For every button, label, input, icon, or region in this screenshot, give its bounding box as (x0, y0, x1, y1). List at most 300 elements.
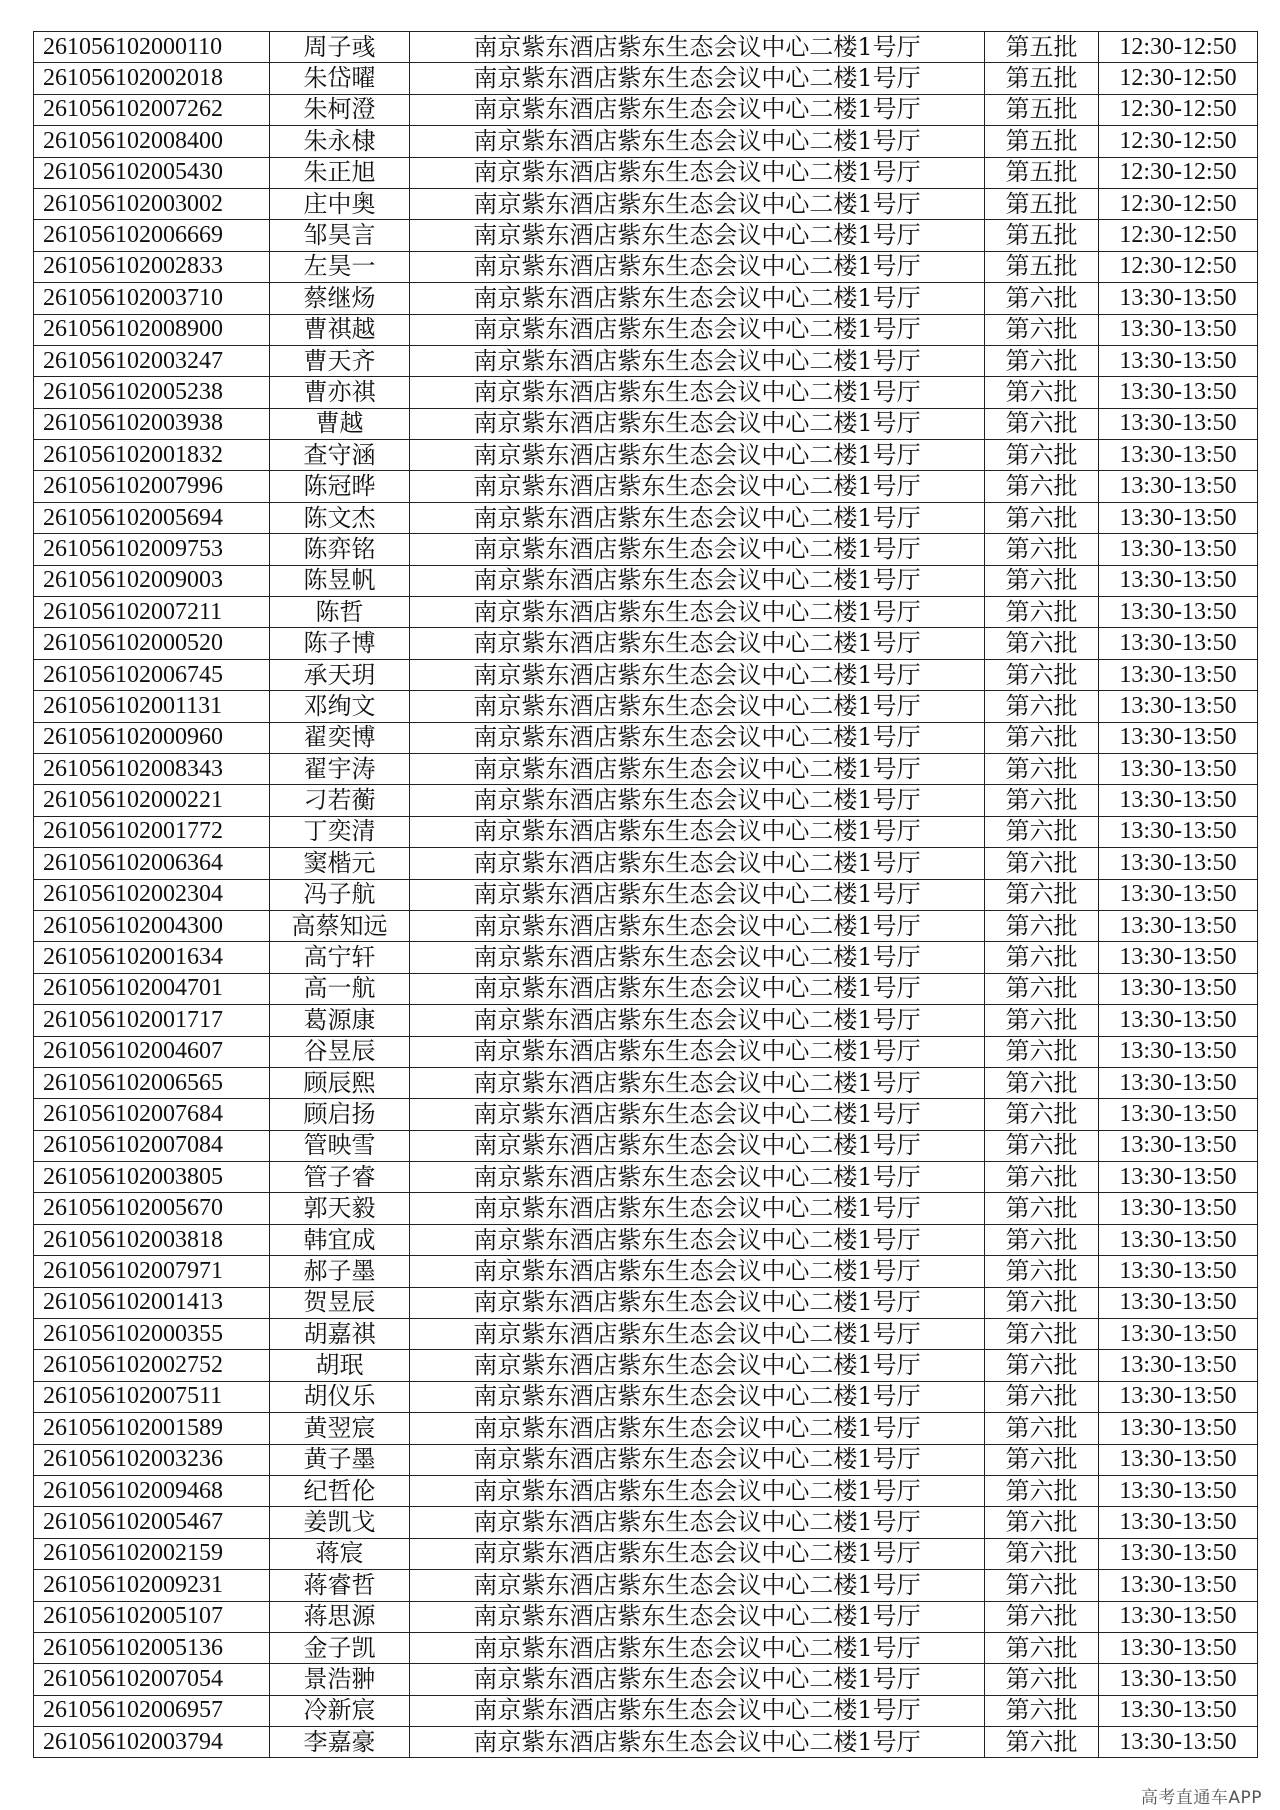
time-slot-cell: 13:30-13:50 (1099, 1601, 1258, 1632)
exam-number-cell: 261056102009003 (34, 565, 270, 596)
venue-cell: 南京紫东酒店紫东生态会议中心二楼1号厅 (410, 1601, 985, 1632)
exam-number-cell: 261056102002833 (34, 251, 270, 282)
exam-number-cell: 261056102007211 (34, 597, 270, 628)
time-slot-cell: 13:30-13:50 (1099, 753, 1258, 784)
batch-cell: 第六批 (985, 879, 1099, 910)
venue-cell: 南京紫东酒店紫东生态会议中心二楼1号厅 (410, 1444, 985, 1475)
batch-cell: 第六批 (985, 1224, 1099, 1255)
exam-number-cell: 261056102002304 (34, 879, 270, 910)
student-name-cell: 窦楷元 (270, 848, 410, 879)
batch-cell: 第五批 (985, 157, 1099, 188)
exam-number-cell: 261056102007684 (34, 1099, 270, 1130)
table-row (34, 1381, 1258, 1412)
time-slot-cell: 13:30-13:50 (1099, 1632, 1258, 1663)
time-slot-cell: 13:30-13:50 (1099, 1067, 1258, 1098)
venue-cell: 南京紫东酒店紫东生态会议中心二楼1号厅 (410, 659, 985, 690)
exam-number-cell: 261056102003818 (34, 1224, 270, 1255)
exam-number-cell: 261056102003236 (34, 1444, 270, 1475)
student-name-cell: 陈昱帆 (270, 565, 410, 596)
table-row (34, 220, 1258, 251)
table-row (34, 1695, 1258, 1726)
exam-number-cell: 261056102000960 (34, 722, 270, 753)
student-name-cell: 谷昱辰 (270, 1036, 410, 1067)
exam-number-cell: 261056102007511 (34, 1381, 270, 1412)
venue-cell: 南京紫东酒店紫东生态会议中心二楼1号厅 (410, 597, 985, 628)
student-name-cell: 承天玥 (270, 659, 410, 690)
exam-number-cell: 261056102007084 (34, 1130, 270, 1161)
exam-number-cell: 261056102003794 (34, 1727, 270, 1758)
time-slot-cell: 13:30-13:50 (1099, 942, 1258, 973)
batch-cell: 第五批 (985, 32, 1099, 63)
table-row (34, 910, 1258, 941)
time-slot-cell: 13:30-13:50 (1099, 1193, 1258, 1224)
time-slot-cell: 13:30-13:50 (1099, 1287, 1258, 1318)
table-row (34, 942, 1258, 973)
student-name-cell: 朱正旭 (270, 157, 410, 188)
venue-cell: 南京紫东酒店紫东生态会议中心二楼1号厅 (410, 848, 985, 879)
table-row (34, 1350, 1258, 1381)
time-slot-cell: 13:30-13:50 (1099, 1664, 1258, 1695)
exam-number-cell: 261056102008900 (34, 314, 270, 345)
batch-cell: 第六批 (985, 1381, 1099, 1412)
exam-number-cell: 261056102009231 (34, 1570, 270, 1601)
table-row (34, 377, 1258, 408)
venue-cell: 南京紫东酒店紫东生态会议中心二楼1号厅 (410, 1193, 985, 1224)
exam-number-cell: 261056102003938 (34, 408, 270, 439)
exam-number-cell: 261056102004701 (34, 973, 270, 1004)
venue-cell: 南京紫东酒店紫东生态会议中心二楼1号厅 (410, 408, 985, 439)
student-name-cell: 庄中奥 (270, 188, 410, 219)
venue-cell: 南京紫东酒店紫东生态会议中心二楼1号厅 (410, 1099, 985, 1130)
exam-number-cell: 261056102004607 (34, 1036, 270, 1067)
venue-cell: 南京紫东酒店紫东生态会议中心二楼1号厅 (410, 126, 985, 157)
student-name-cell: 曹天齐 (270, 345, 410, 376)
student-name-cell: 翟奕博 (270, 722, 410, 753)
time-slot-cell: 13:30-13:50 (1099, 1538, 1258, 1569)
table-row (34, 1507, 1258, 1538)
student-name-cell: 黄子墨 (270, 1444, 410, 1475)
time-slot-cell: 13:30-13:50 (1099, 1507, 1258, 1538)
batch-cell: 第六批 (985, 1005, 1099, 1036)
time-slot-cell: 13:30-13:50 (1099, 973, 1258, 1004)
exam-number-cell: 261056102006565 (34, 1067, 270, 1098)
table-row (34, 1601, 1258, 1632)
time-slot-cell: 13:30-13:50 (1099, 1444, 1258, 1475)
student-name-cell: 高宁轩 (270, 942, 410, 973)
student-name-cell: 郝子墨 (270, 1256, 410, 1287)
time-slot-cell: 13:30-13:50 (1099, 879, 1258, 910)
batch-cell: 第六批 (985, 691, 1099, 722)
venue-cell: 南京紫东酒店紫东生态会议中心二楼1号厅 (410, 534, 985, 565)
time-slot-cell: 13:30-13:50 (1099, 502, 1258, 533)
batch-cell: 第六批 (985, 1130, 1099, 1161)
table-row (34, 345, 1258, 376)
exam-number-cell: 261056102001413 (34, 1287, 270, 1318)
venue-cell: 南京紫东酒店紫东生态会议中心二楼1号厅 (410, 1287, 985, 1318)
exam-number-cell: 261056102002752 (34, 1350, 270, 1381)
table-row (34, 879, 1258, 910)
time-slot-cell: 13:30-13:50 (1099, 816, 1258, 847)
student-name-cell: 陈冠晔 (270, 471, 410, 502)
student-name-cell: 翟宇涛 (270, 753, 410, 784)
table-row (34, 1130, 1258, 1161)
time-slot-cell: 12:30-12:50 (1099, 220, 1258, 251)
student-name-cell: 郭天毅 (270, 1193, 410, 1224)
batch-cell: 第六批 (985, 816, 1099, 847)
exam-number-cell: 261056102002018 (34, 63, 270, 94)
time-slot-cell: 13:30-13:50 (1099, 1727, 1258, 1758)
exam-number-cell: 261056102005430 (34, 157, 270, 188)
student-name-cell: 金子凯 (270, 1632, 410, 1663)
exam-number-cell: 261056102009468 (34, 1475, 270, 1506)
batch-cell: 第五批 (985, 63, 1099, 94)
student-name-cell: 葛源康 (270, 1005, 410, 1036)
batch-cell: 第六批 (985, 1664, 1099, 1695)
table-row (34, 628, 1258, 659)
batch-cell: 第六批 (985, 1350, 1099, 1381)
student-name-cell: 李嘉豪 (270, 1727, 410, 1758)
exam-number-cell: 261056102000355 (34, 1319, 270, 1350)
venue-cell: 南京紫东酒店紫东生态会议中心二楼1号厅 (410, 942, 985, 973)
batch-cell: 第六批 (985, 1036, 1099, 1067)
student-name-cell: 陈哲 (270, 597, 410, 628)
time-slot-cell: 13:30-13:50 (1099, 1413, 1258, 1444)
student-name-cell: 管子睿 (270, 1162, 410, 1193)
student-name-cell: 顾启扬 (270, 1099, 410, 1130)
student-name-cell: 蔡继炀 (270, 283, 410, 314)
venue-cell: 南京紫东酒店紫东生态会议中心二楼1号厅 (410, 753, 985, 784)
venue-cell: 南京紫东酒店紫东生态会议中心二楼1号厅 (410, 1224, 985, 1255)
time-slot-cell: 13:30-13:50 (1099, 597, 1258, 628)
time-slot-cell: 12:30-12:50 (1099, 32, 1258, 63)
exam-number-cell: 261056102001634 (34, 942, 270, 973)
table-row (34, 1319, 1258, 1350)
table-row (34, 1256, 1258, 1287)
table-row (34, 126, 1258, 157)
time-slot-cell: 13:30-13:50 (1099, 785, 1258, 816)
time-slot-cell: 13:30-13:50 (1099, 1319, 1258, 1350)
time-slot-cell: 13:30-13:50 (1099, 1130, 1258, 1161)
batch-cell: 第五批 (985, 220, 1099, 251)
time-slot-cell: 13:30-13:50 (1099, 1475, 1258, 1506)
student-name-cell: 刁若蘅 (270, 785, 410, 816)
time-slot-cell: 13:30-13:50 (1099, 1695, 1258, 1726)
venue-cell: 南京紫东酒店紫东生态会议中心二楼1号厅 (410, 816, 985, 847)
venue-cell: 南京紫东酒店紫东生态会议中心二楼1号厅 (410, 785, 985, 816)
table-row (34, 1193, 1258, 1224)
batch-cell: 第五批 (985, 126, 1099, 157)
exam-number-cell: 261056102004300 (34, 910, 270, 941)
time-slot-cell: 13:30-13:50 (1099, 1256, 1258, 1287)
student-name-cell: 冷新宸 (270, 1695, 410, 1726)
exam-number-cell: 261056102001832 (34, 440, 270, 471)
venue-cell: 南京紫东酒店紫东生态会议中心二楼1号厅 (410, 1413, 985, 1444)
student-name-cell: 韩宜成 (270, 1224, 410, 1255)
time-slot-cell: 13:30-13:50 (1099, 408, 1258, 439)
batch-cell: 第六批 (985, 1570, 1099, 1601)
venue-cell: 南京紫东酒店紫东生态会议中心二楼1号厅 (410, 910, 985, 941)
time-slot-cell: 13:30-13:50 (1099, 283, 1258, 314)
table-row (34, 1664, 1258, 1695)
table-row (34, 1099, 1258, 1130)
batch-cell: 第五批 (985, 94, 1099, 125)
batch-cell: 第五批 (985, 188, 1099, 219)
venue-cell: 南京紫东酒店紫东生态会议中心二楼1号厅 (410, 1538, 985, 1569)
table-row (34, 188, 1258, 219)
student-name-cell: 陈弈铭 (270, 534, 410, 565)
exam-number-cell: 261056102003805 (34, 1162, 270, 1193)
exam-number-cell: 261056102000520 (34, 628, 270, 659)
time-slot-cell: 13:30-13:50 (1099, 659, 1258, 690)
student-name-cell: 丁奕清 (270, 816, 410, 847)
batch-cell: 第六批 (985, 1099, 1099, 1130)
batch-cell: 第六批 (985, 753, 1099, 784)
exam-number-cell: 261056102002159 (34, 1538, 270, 1569)
venue-cell: 南京紫东酒店紫东生态会议中心二楼1号厅 (410, 220, 985, 251)
student-name-cell: 邹昊言 (270, 220, 410, 251)
table-row (34, 1413, 1258, 1444)
student-name-cell: 查守涵 (270, 440, 410, 471)
exam-number-cell: 261056102003247 (34, 345, 270, 376)
table-row (34, 283, 1258, 314)
table-row (34, 408, 1258, 439)
exam-number-cell: 261056102005107 (34, 1601, 270, 1632)
time-slot-cell: 12:30-12:50 (1099, 251, 1258, 282)
time-slot-cell: 12:30-12:50 (1099, 188, 1258, 219)
venue-cell: 南京紫东酒店紫东生态会议中心二楼1号厅 (410, 1664, 985, 1695)
exam-number-cell: 261056102006669 (34, 220, 270, 251)
table-row (34, 565, 1258, 596)
batch-cell: 第六批 (985, 1538, 1099, 1569)
venue-cell: 南京紫东酒店紫东生态会议中心二楼1号厅 (410, 32, 985, 63)
exam-schedule-table (33, 31, 1258, 1758)
exam-number-cell: 261056102005694 (34, 502, 270, 533)
batch-cell: 第六批 (985, 534, 1099, 565)
table-body (34, 32, 1258, 1758)
exam-number-cell: 261056102009753 (34, 534, 270, 565)
batch-cell: 第六批 (985, 942, 1099, 973)
venue-cell: 南京紫东酒店紫东生态会议中心二楼1号厅 (410, 1507, 985, 1538)
venue-cell: 南京紫东酒店紫东生态会议中心二楼1号厅 (410, 1005, 985, 1036)
table-row (34, 816, 1258, 847)
table-row (34, 502, 1258, 533)
exam-number-cell: 261056102003710 (34, 283, 270, 314)
student-name-cell: 高一航 (270, 973, 410, 1004)
venue-cell: 南京紫东酒店紫东生态会议中心二楼1号厅 (410, 251, 985, 282)
student-name-cell: 朱柯澄 (270, 94, 410, 125)
table-row (34, 973, 1258, 1004)
table-row (34, 1287, 1258, 1318)
student-name-cell: 蒋宸 (270, 1538, 410, 1569)
student-name-cell: 朱岱曜 (270, 63, 410, 94)
table-row (34, 471, 1258, 502)
venue-cell: 南京紫东酒店紫东生态会议中心二楼1号厅 (410, 1130, 985, 1161)
batch-cell: 第六批 (985, 848, 1099, 879)
batch-cell: 第六批 (985, 565, 1099, 596)
batch-cell: 第六批 (985, 1695, 1099, 1726)
batch-cell: 第六批 (985, 1413, 1099, 1444)
exam-number-cell: 261056102000110 (34, 32, 270, 63)
venue-cell: 南京紫东酒店紫东生态会议中心二楼1号厅 (410, 1036, 985, 1067)
venue-cell: 南京紫东酒店紫东生态会议中心二楼1号厅 (410, 1162, 985, 1193)
time-slot-cell: 13:30-13:50 (1099, 345, 1258, 376)
time-slot-cell: 13:30-13:50 (1099, 848, 1258, 879)
venue-cell: 南京紫东酒店紫东生态会议中心二楼1号厅 (410, 314, 985, 345)
watermark: 高考直通车APP (1140, 1788, 1262, 1808)
student-name-cell: 蒋思源 (270, 1601, 410, 1632)
time-slot-cell: 13:30-13:50 (1099, 1381, 1258, 1412)
time-slot-cell: 13:30-13:50 (1099, 534, 1258, 565)
table-row (34, 1162, 1258, 1193)
student-name-cell: 周子彧 (270, 32, 410, 63)
student-name-cell: 胡嘉祺 (270, 1319, 410, 1350)
table-row (34, 1538, 1258, 1569)
table-row (34, 753, 1258, 784)
venue-cell: 南京紫东酒店紫东生态会议中心二楼1号厅 (410, 691, 985, 722)
venue-cell: 南京紫东酒店紫东生态会议中心二楼1号厅 (410, 283, 985, 314)
student-name-cell: 冯子航 (270, 879, 410, 910)
time-slot-cell: 13:30-13:50 (1099, 1036, 1258, 1067)
table-row (34, 848, 1258, 879)
venue-cell: 南京紫东酒店紫东生态会议中心二楼1号厅 (410, 188, 985, 219)
batch-cell: 第六批 (985, 722, 1099, 753)
venue-cell: 南京紫东酒店紫东生态会议中心二楼1号厅 (410, 1350, 985, 1381)
batch-cell: 第六批 (985, 1444, 1099, 1475)
student-name-cell: 高蔡知远 (270, 910, 410, 941)
table-row (34, 1224, 1258, 1255)
venue-cell: 南京紫东酒店紫东生态会议中心二楼1号厅 (410, 1695, 985, 1726)
batch-cell: 第六批 (985, 408, 1099, 439)
batch-cell: 第六批 (985, 440, 1099, 471)
student-name-cell: 顾辰熙 (270, 1067, 410, 1098)
table-row (34, 32, 1258, 63)
venue-cell: 南京紫东酒店紫东生态会议中心二楼1号厅 (410, 565, 985, 596)
student-name-cell: 管映雪 (270, 1130, 410, 1161)
student-name-cell: 贺昱辰 (270, 1287, 410, 1318)
time-slot-cell: 13:30-13:50 (1099, 377, 1258, 408)
exam-number-cell: 261056102006745 (34, 659, 270, 690)
time-slot-cell: 13:30-13:50 (1099, 314, 1258, 345)
venue-cell: 南京紫东酒店紫东生态会议中心二楼1号厅 (410, 722, 985, 753)
exam-number-cell: 261056102005670 (34, 1193, 270, 1224)
time-slot-cell: 13:30-13:50 (1099, 565, 1258, 596)
table-row (34, 1632, 1258, 1663)
table-row (34, 1005, 1258, 1036)
student-name-cell: 陈子博 (270, 628, 410, 659)
time-slot-cell: 13:30-13:50 (1099, 1099, 1258, 1130)
batch-cell: 第六批 (985, 785, 1099, 816)
batch-cell: 第六批 (985, 659, 1099, 690)
venue-cell: 南京紫东酒店紫东生态会议中心二楼1号厅 (410, 628, 985, 659)
batch-cell: 第六批 (985, 1162, 1099, 1193)
batch-cell: 第六批 (985, 377, 1099, 408)
time-slot-cell: 13:30-13:50 (1099, 1570, 1258, 1601)
venue-cell: 南京紫东酒店紫东生态会议中心二楼1号厅 (410, 1570, 985, 1601)
student-name-cell: 姜凯戈 (270, 1507, 410, 1538)
venue-cell: 南京紫东酒店紫东生态会议中心二楼1号厅 (410, 63, 985, 94)
venue-cell: 南京紫东酒店紫东生态会议中心二楼1号厅 (410, 973, 985, 1004)
student-name-cell: 邓绚文 (270, 691, 410, 722)
table-row (34, 157, 1258, 188)
time-slot-cell: 12:30-12:50 (1099, 94, 1258, 125)
venue-cell: 南京紫东酒店紫东生态会议中心二楼1号厅 (410, 879, 985, 910)
batch-cell: 第六批 (985, 1632, 1099, 1663)
venue-cell: 南京紫东酒店紫东生态会议中心二楼1号厅 (410, 1632, 985, 1663)
table-row (34, 63, 1258, 94)
exam-number-cell: 261056102005238 (34, 377, 270, 408)
student-name-cell: 曹祺越 (270, 314, 410, 345)
exam-number-cell: 261056102001772 (34, 816, 270, 847)
table-row (34, 94, 1258, 125)
venue-cell: 南京紫东酒店紫东生态会议中心二楼1号厅 (410, 502, 985, 533)
time-slot-cell: 13:30-13:50 (1099, 440, 1258, 471)
exam-number-cell: 261056102007054 (34, 1664, 270, 1695)
venue-cell: 南京紫东酒店紫东生态会议中心二楼1号厅 (410, 1256, 985, 1287)
batch-cell: 第五批 (985, 251, 1099, 282)
exam-number-cell: 261056102008343 (34, 753, 270, 784)
batch-cell: 第六批 (985, 1727, 1099, 1758)
exam-number-cell: 261056102005136 (34, 1632, 270, 1663)
time-slot-cell: 13:30-13:50 (1099, 471, 1258, 502)
batch-cell: 第六批 (985, 1507, 1099, 1538)
student-name-cell: 朱永棣 (270, 126, 410, 157)
time-slot-cell: 13:30-13:50 (1099, 1224, 1258, 1255)
venue-cell: 南京紫东酒店紫东生态会议中心二楼1号厅 (410, 1475, 985, 1506)
table-row (34, 440, 1258, 471)
table-row (34, 691, 1258, 722)
time-slot-cell: 13:30-13:50 (1099, 722, 1258, 753)
table-row (34, 1444, 1258, 1475)
time-slot-cell: 12:30-12:50 (1099, 63, 1258, 94)
student-name-cell: 曹亦祺 (270, 377, 410, 408)
student-name-cell: 左昊一 (270, 251, 410, 282)
exam-number-cell: 261056102006364 (34, 848, 270, 879)
time-slot-cell: 12:30-12:50 (1099, 157, 1258, 188)
table-row (34, 1570, 1258, 1601)
exam-number-cell: 261056102001131 (34, 691, 270, 722)
table-row (34, 251, 1258, 282)
exam-number-cell: 261056102003002 (34, 188, 270, 219)
time-slot-cell: 13:30-13:50 (1099, 910, 1258, 941)
table-row (34, 722, 1258, 753)
venue-cell: 南京紫东酒店紫东生态会议中心二楼1号厅 (410, 157, 985, 188)
exam-number-cell: 261056102006957 (34, 1695, 270, 1726)
exam-number-cell: 261056102001717 (34, 1005, 270, 1036)
batch-cell: 第六批 (985, 597, 1099, 628)
batch-cell: 第六批 (985, 973, 1099, 1004)
table-row (34, 314, 1258, 345)
batch-cell: 第六批 (985, 1256, 1099, 1287)
table-row (34, 785, 1258, 816)
table-row (34, 1067, 1258, 1098)
time-slot-cell: 13:30-13:50 (1099, 1162, 1258, 1193)
venue-cell: 南京紫东酒店紫东生态会议中心二楼1号厅 (410, 1727, 985, 1758)
table-row (34, 1475, 1258, 1506)
table-row (34, 1727, 1258, 1758)
student-name-cell: 胡仪乐 (270, 1381, 410, 1412)
student-name-cell: 景浩翀 (270, 1664, 410, 1695)
batch-cell: 第六批 (985, 471, 1099, 502)
batch-cell: 第六批 (985, 283, 1099, 314)
venue-cell: 南京紫东酒店紫东生态会议中心二楼1号厅 (410, 377, 985, 408)
batch-cell: 第六批 (985, 502, 1099, 533)
venue-cell: 南京紫东酒店紫东生态会议中心二楼1号厅 (410, 1381, 985, 1412)
student-name-cell: 纪哲伦 (270, 1475, 410, 1506)
table-row (34, 597, 1258, 628)
batch-cell: 第六批 (985, 1319, 1099, 1350)
exam-number-cell: 261056102001589 (34, 1413, 270, 1444)
time-slot-cell: 13:30-13:50 (1099, 1350, 1258, 1381)
